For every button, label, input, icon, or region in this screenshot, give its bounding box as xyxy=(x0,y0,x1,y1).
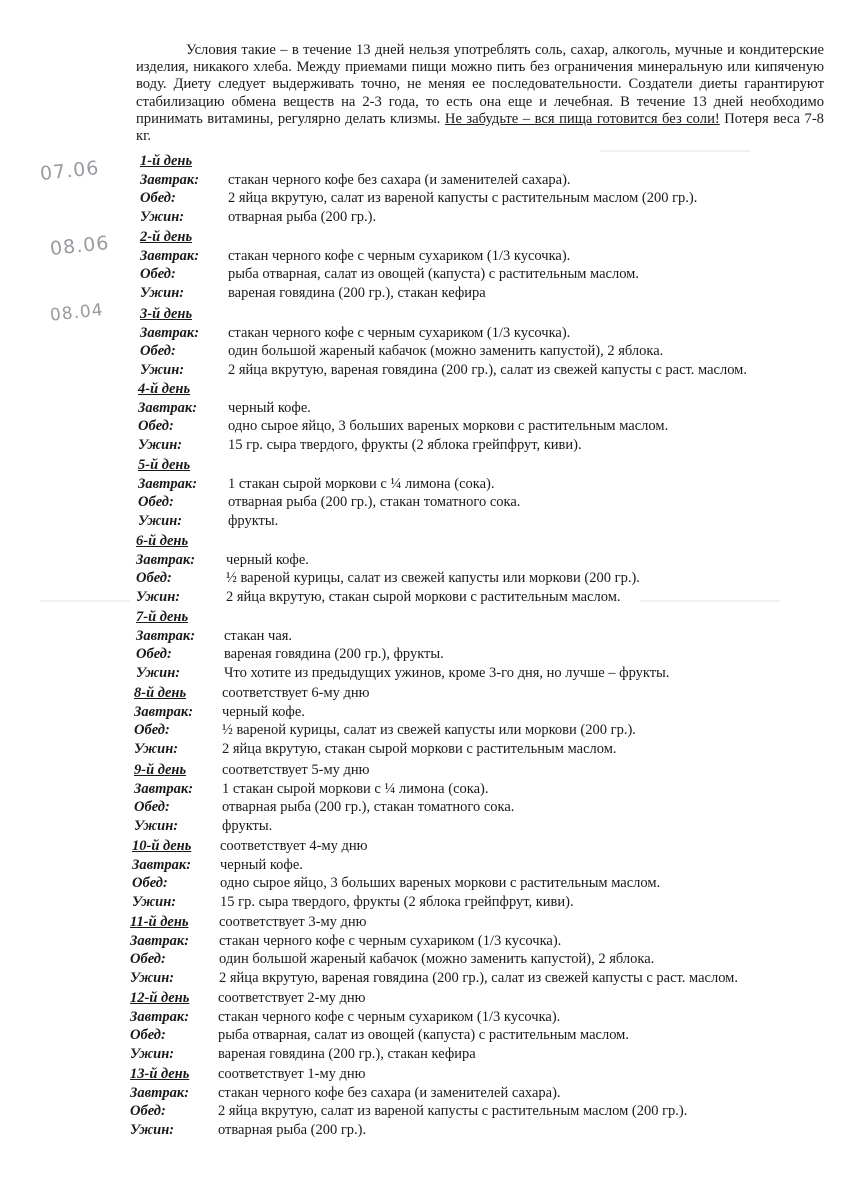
lunch-text: вареная говядина (200 гр.), фрукты. xyxy=(224,646,444,662)
lunch-text: рыба отварная, салат из овощей (капуста) с растительным маслом. xyxy=(228,266,639,282)
breakfast-text: 1 стакан сырой моркови с ¼ лимона (сока). xyxy=(222,780,489,797)
lunch-text: рыба отварная, салат из овощей (капуста) с растительным маслом. xyxy=(218,1027,629,1043)
breakfast-text: стакан черного кофе без сахара (и заменителей сахара). xyxy=(228,171,571,188)
lunch-label: Обед: xyxy=(140,190,176,206)
breakfast-text: черный кофе. xyxy=(228,399,311,416)
day-title: 13-й день xyxy=(130,1066,190,1082)
handwritten-date-2: 08.06 xyxy=(49,231,111,261)
day-reference: соответствует 5-му дню xyxy=(222,762,370,778)
lunch-text: один большой жареный кабачок (можно заменить капустой), 2 яблока. xyxy=(219,951,655,967)
dinner-text: фрукты. xyxy=(222,817,273,834)
breakfast-label: Завтрак: xyxy=(140,171,200,188)
day-title: 12-й день xyxy=(130,990,190,1006)
dinner-label: Ужин: xyxy=(136,664,181,681)
day-reference: соответствует 6-му дню xyxy=(222,685,370,701)
lunch-text: 2 яйца вкрутую, салат из вареной капусты с растительным маслом (200 гр.). xyxy=(218,1103,688,1119)
breakfast-text: черный кофе. xyxy=(226,551,309,568)
breakfast-label: Завтрак: xyxy=(136,551,196,568)
lunch-label: Обед: xyxy=(130,951,166,967)
lunch-label: Обед: xyxy=(136,646,172,662)
day-title: 8-й день xyxy=(134,685,187,701)
dinner-label: Ужин: xyxy=(134,817,179,834)
lunch-label: Обед: xyxy=(134,799,170,815)
day-title: 4-й день xyxy=(138,381,191,397)
lunch-label: Обед: xyxy=(130,1103,166,1119)
dinner-text: 2 яйца вкрутую, стакан сырой моркови с растительным маслом. xyxy=(222,740,617,757)
breakfast-label: Завтрак: xyxy=(134,780,194,797)
dinner-text: вареная говядина (200 гр.), стакан кефира xyxy=(228,284,486,301)
dinner-text: 15 гр. сыра твердого, фрукты (2 яблока грейпфрут, киви). xyxy=(228,436,582,453)
lunch-text: один большой жареный кабачок (можно заменить капустой), 2 яблока. xyxy=(228,343,664,359)
breakfast-label: Завтрак: xyxy=(134,703,194,720)
lunch-label: Обед: xyxy=(140,343,176,359)
dinner-text: вареная говядина (200 гр.), стакан кефира xyxy=(218,1045,476,1062)
dinner-label: Ужин: xyxy=(140,284,185,301)
dinner-label: Ужин: xyxy=(132,893,177,910)
breakfast-label: Завтрак: xyxy=(138,399,198,416)
day-title: 5-й день xyxy=(138,457,191,473)
dinner-label: Ужин: xyxy=(140,361,185,378)
day-title: 6-й день xyxy=(136,533,189,549)
day-reference: соответствует 3-му дню xyxy=(219,914,367,930)
show-through-mark xyxy=(600,150,750,152)
intro-text xyxy=(136,42,824,145)
lunch-text: отварная рыба (200 гр.), стакан томатного сока. xyxy=(222,799,515,815)
lunch-text: одно сырое яйцо, 3 больших вареных моркови с растительным маслом. xyxy=(228,418,669,434)
day-title: 1-й день xyxy=(140,153,193,169)
breakfast-text: стакан чая. xyxy=(224,627,293,644)
handwritten-date-1: 07.06 xyxy=(39,156,101,186)
dinner-label: Ужин: xyxy=(134,740,179,757)
lunch-label: Обед: xyxy=(132,875,168,891)
dinner-text: отварная рыба (200 гр.). xyxy=(218,1121,367,1138)
breakfast-label: Завтрак: xyxy=(136,627,196,644)
day-title: 11-й день xyxy=(130,914,189,930)
lunch-label: Обед: xyxy=(136,570,172,586)
breakfast-label: Завтрак: xyxy=(132,856,192,873)
dinner-text: отварная рыба (200 гр.). xyxy=(228,208,377,225)
breakfast-text: стакан черного кофе с черным сухариком (1/3 кусочка). xyxy=(228,324,571,341)
breakfast-text: 1 стакан сырой моркови с ¼ лимона (сока). xyxy=(228,475,495,492)
day-title: 7-й день xyxy=(136,609,189,625)
breakfast-label: Завтрак: xyxy=(140,247,200,264)
dinner-label: Ужин: xyxy=(130,969,175,986)
breakfast-label: Завтрак: xyxy=(130,932,190,949)
day-title: 9-й день xyxy=(134,762,187,778)
intro-body: Условия такие – в течение 13 дней нельзя употреблять соль, сахар, алкоголь, мучные и кондитерские изделия, никакого хлеба. Между приемами пищи можно пить без ограничения минеральную или кипяченую воду. Диету следует выдерживать точно, не меняя ее последовательности. Создатели диеты гарантируют стабилизацию обмена веществ на 2-3 года, то есть она еще и лечебная. В течение 13 дней необходимо принимать витамины, регулярно делать клизмы. xyxy=(136,42,824,127)
weight-loss-note: Потеря веса 7-8 кг. xyxy=(136,110,824,145)
lunch-text: отварная рыба (200 гр.), стакан томатного сока. xyxy=(228,494,521,510)
day-reference: соответствует 2-му дню xyxy=(218,990,366,1006)
dinner-label: Ужин: xyxy=(130,1121,175,1138)
dinner-text: 2 яйца вкрутую, вареная говядина (200 гр.), салат из свежей капусты с раст. маслом. xyxy=(219,969,738,986)
breakfast-text: черный кофе. xyxy=(220,856,303,873)
dinner-label: Ужин: xyxy=(140,208,185,225)
dinner-label: Ужин: xyxy=(138,512,183,529)
breakfast-text: черный кофе. xyxy=(222,703,305,720)
lunch-label: Обед: xyxy=(138,494,174,510)
dinner-text: фрукты. xyxy=(228,512,279,529)
breakfast-label: Завтрак: xyxy=(130,1084,190,1101)
lunch-label: Обед: xyxy=(140,266,176,282)
breakfast-label: Завтрак: xyxy=(130,1008,190,1025)
lunch-text: одно сырое яйцо, 3 больших вареных моркови с растительным маслом. xyxy=(220,875,661,891)
breakfast-text: стакан черного кофе без сахара (и заменителей сахара). xyxy=(218,1084,561,1101)
intro-paragraph xyxy=(136,42,824,145)
breakfast-text: стакан черного кофе с черным сухариком (1/3 кусочка). xyxy=(218,1008,561,1025)
dinner-text: Что хотите из предыдущих ужинов, кроме 3-го дня, но лучше – фрукты. xyxy=(224,664,670,681)
day-title: 2-й день xyxy=(140,229,193,245)
breakfast-label: Завтрак: xyxy=(138,475,198,492)
lunch-label: Обед: xyxy=(138,418,174,434)
day-title: 10-й день xyxy=(132,838,192,854)
lunch-text: ½ вареной курицы, салат из свежей капусты или моркови (200 гр.). xyxy=(226,570,640,586)
day-title: 3-й день xyxy=(140,306,193,322)
dinner-text: 15 гр. сыра твердого, фрукты (2 яблока грейпфрут, киви). xyxy=(220,893,574,910)
show-through-mark xyxy=(40,600,130,602)
lunch-label: Обед: xyxy=(134,722,170,738)
dinner-label: Ужин: xyxy=(136,588,181,605)
dinner-text: 2 яйца вкрутую, стакан сырой моркови с растительным маслом. xyxy=(226,588,621,605)
day-reference: соответствует 4-му дню xyxy=(220,838,368,854)
day-reference: соответствует 1-му дню xyxy=(218,1066,366,1082)
breakfast-text: стакан черного кофе с черным сухариком (1/3 кусочка). xyxy=(219,932,562,949)
dinner-text: 2 яйца вкрутую, вареная говядина (200 гр.), салат из свежей капусты с раст. маслом. xyxy=(228,361,747,378)
lunch-text: ½ вареной курицы, салат из свежей капусты или моркови (200 гр.). xyxy=(222,722,636,738)
breakfast-label: Завтрак: xyxy=(140,324,200,341)
dinner-label: Ужин: xyxy=(130,1045,175,1062)
dinner-label: Ужин: xyxy=(138,436,183,453)
breakfast-text: стакан черного кофе с черным сухариком (1/3 кусочка). xyxy=(228,247,571,264)
no-salt-warning: Не забудьте – вся пища готовится без соли! xyxy=(444,110,720,127)
lunch-label: Обед: xyxy=(130,1027,166,1043)
show-through-mark xyxy=(640,600,780,602)
handwritten-date-3: 08.04 xyxy=(49,300,105,326)
lunch-text: 2 яйца вкрутую, салат из вареной капусты с растительным маслом (200 гр.). xyxy=(228,190,698,206)
